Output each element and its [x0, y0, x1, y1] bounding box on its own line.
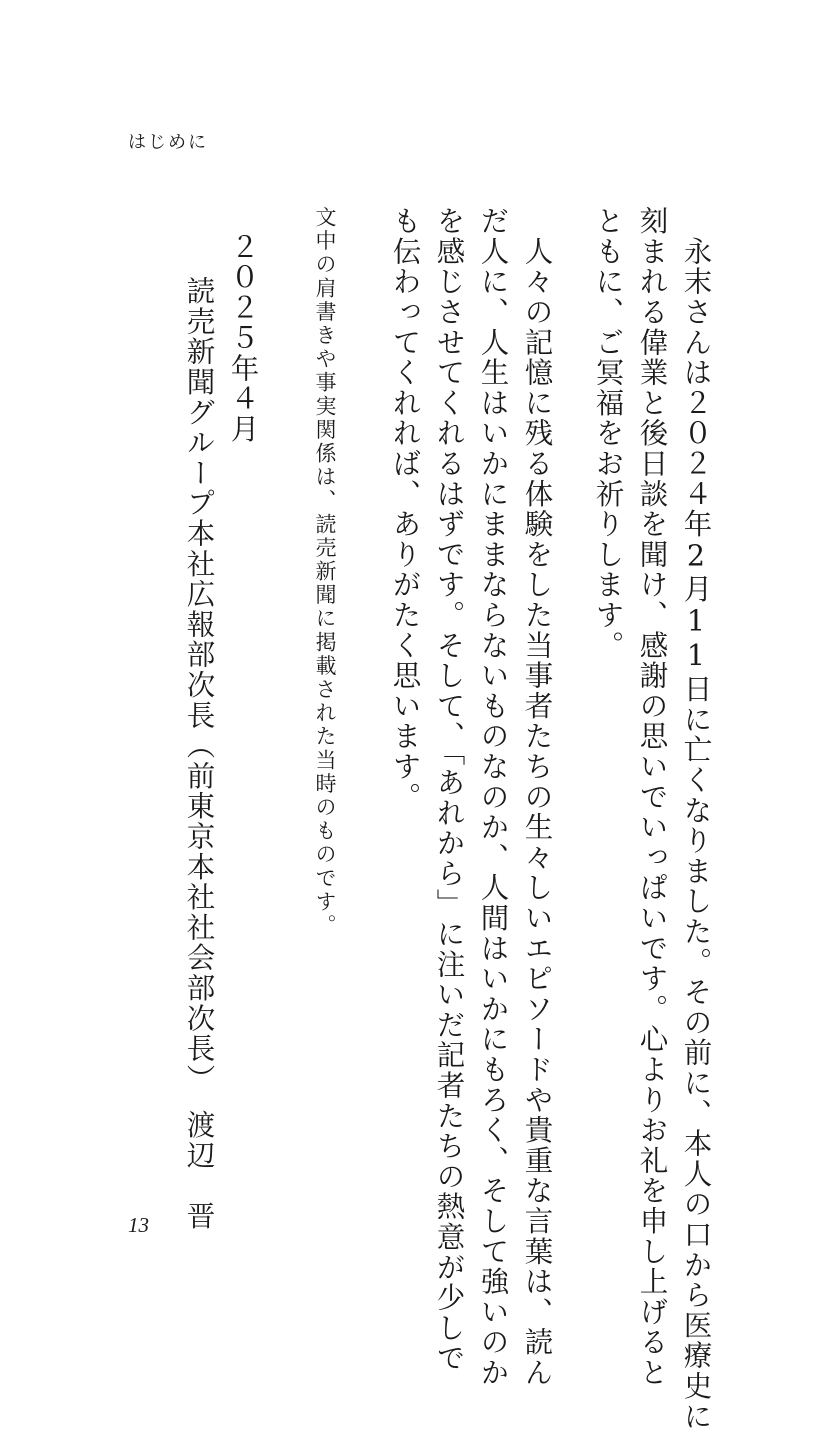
author-signature: 読売新聞グループ本社広報部次長（前東京本社社会部次長） 渡辺 晋 — [182, 276, 216, 1232]
page-number: 13 — [128, 1213, 149, 1237]
date-line: ２０２５年４月 — [226, 232, 260, 445]
paragraph1-line2: 刻まれる偉業と後日談を聞け、感謝の思いでいっぱいです。心よりお礼を申し上げると — [635, 206, 669, 1388]
paragraph2-line4: も伝わってくれれば、ありがたく思います。 — [388, 206, 422, 812]
paragraph1-line3: ともに、ご冥福をお祈りします。 — [591, 206, 625, 661]
paragraph2-line3: を感じさせてくれるはずです。そして、「あれから」に注いだ記者たちの熱意が少しで — [432, 206, 466, 1374]
running-head: はじめに — [128, 132, 208, 153]
paragraph2-line1: 人々の記憶に残る体験をした当事者たちの生々しいエピソードや貴重な言葉は、読ん — [520, 206, 554, 1388]
source-note: 文中の肩書きや事実関係は、読売新聞に掲載された当時のものです。 — [313, 206, 337, 938]
paragraph2-line2: だ人に、人生はいかにままならないものなのか、人間はいかにもろく、そして強いのか — [476, 206, 510, 1388]
paragraph1-line1: 永末さんは２０２４年2月11日に亡くなりました。その前に、本人の口から医療史に — [679, 206, 713, 1432]
